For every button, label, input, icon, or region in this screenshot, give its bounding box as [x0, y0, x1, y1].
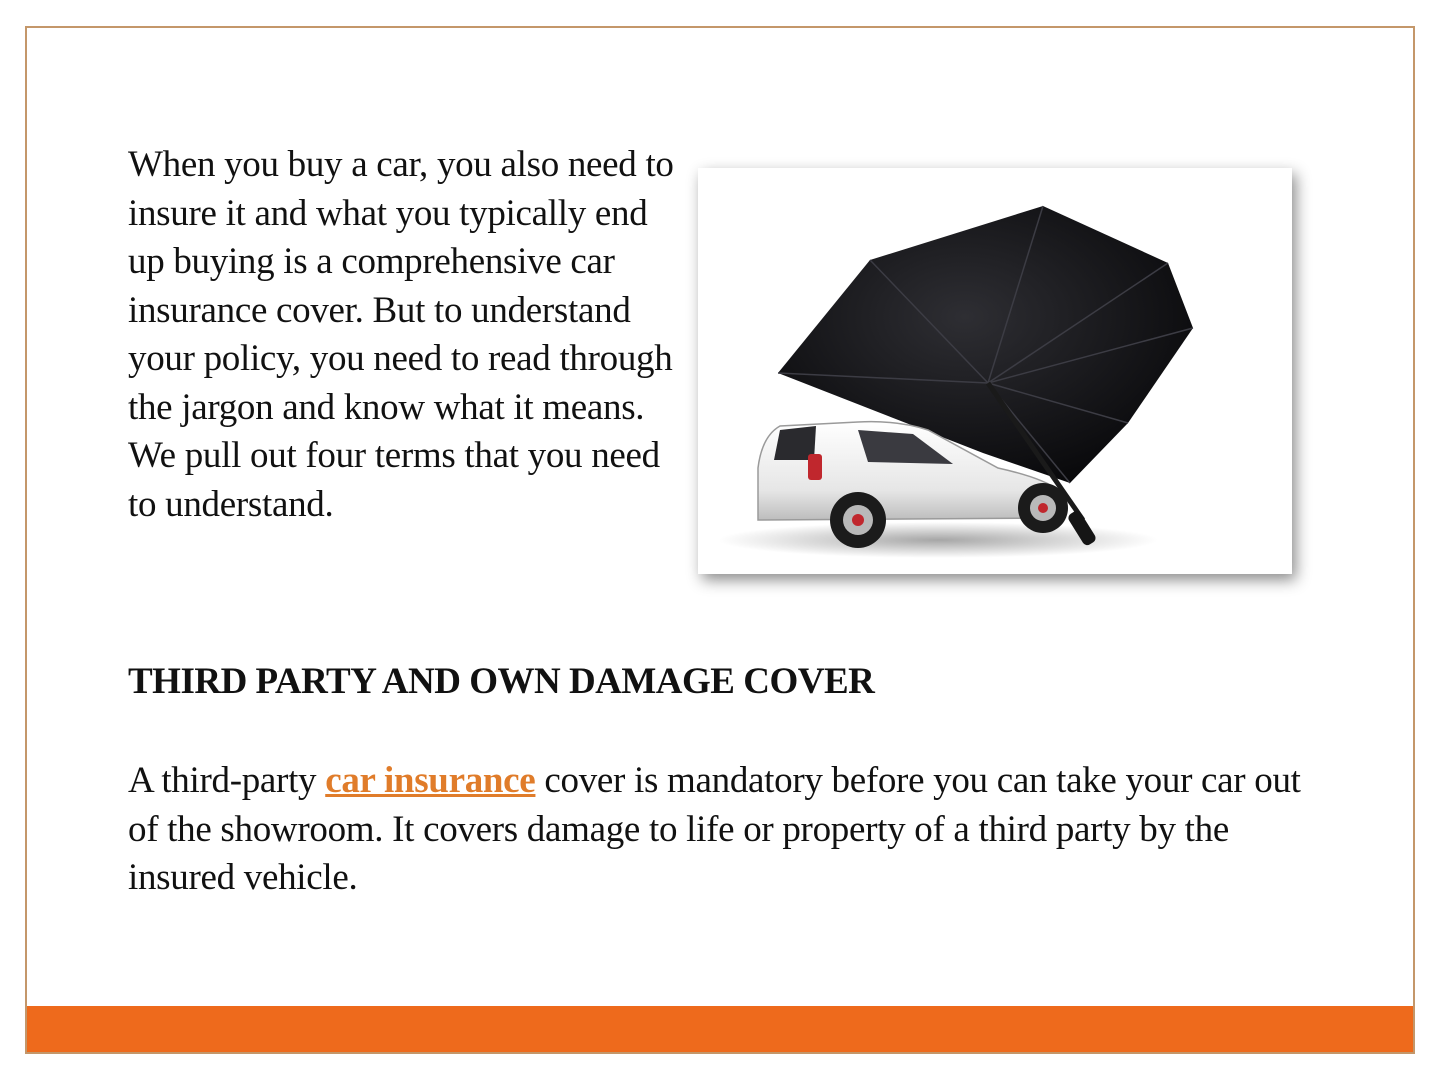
car-tail-light: [808, 454, 822, 480]
section-heading: THIRD PARTY AND OWN DAMAGE COVER: [128, 661, 875, 702]
car-umbrella-illustration: [698, 168, 1292, 574]
car-umbrella-photo: [698, 168, 1292, 574]
body-text-before-link: A third-party: [128, 760, 326, 801]
footer-accent-bar: [27, 1006, 1413, 1052]
body-text-after-link: cover is mandatory before you can take your car out of the showroom. It covers damage to life or property of a third party by the insured vehicle.: [128, 760, 1301, 898]
body-paragraph: [128, 757, 1328, 903]
car-insurance-link[interactable]: car insurance: [325, 760, 536, 801]
intro-paragraph: When you buy a car, you also need to insure it and what you typically end up buying is a comprehensive car insurance cover. But to understand your policy, you need to read through the jargon and know what it means. We pull out four terms that you need to understand.: [128, 144, 674, 525]
